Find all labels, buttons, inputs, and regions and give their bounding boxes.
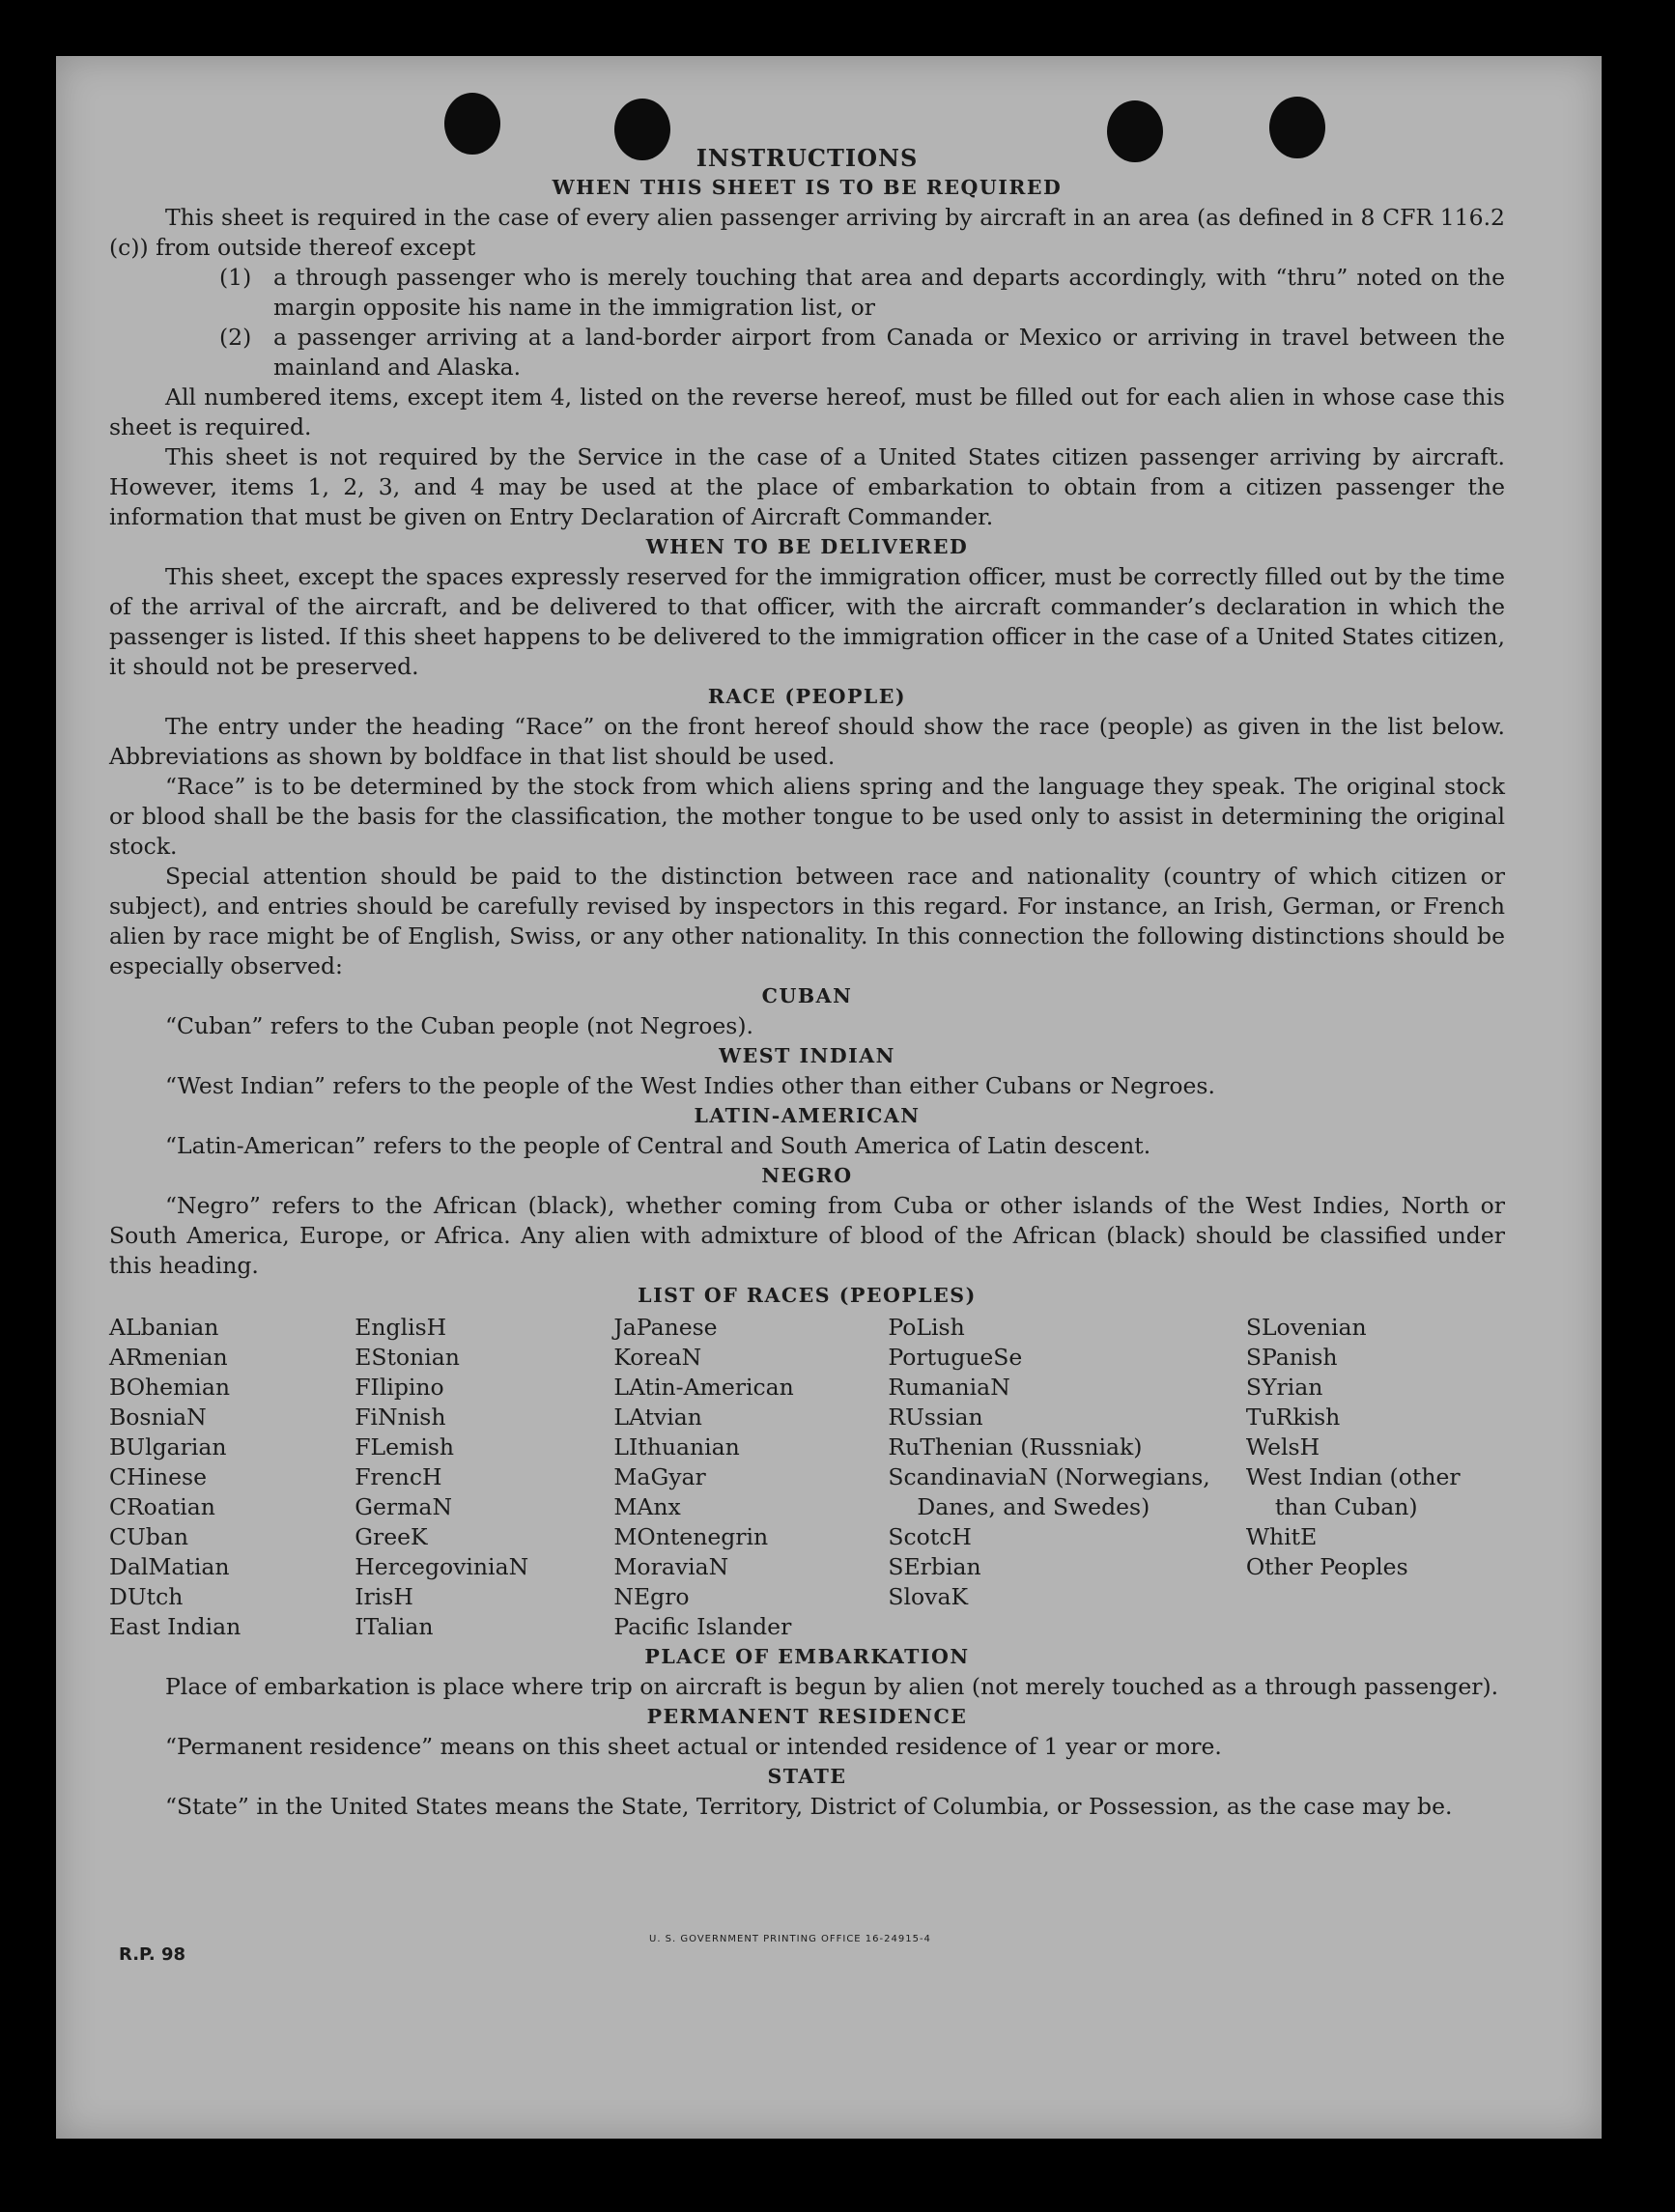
race-entry: MaGyar xyxy=(613,1463,706,1490)
section-heading: CUBAN xyxy=(761,984,853,1007)
numbered-item xyxy=(109,323,1505,383)
race-entry: East Indian xyxy=(109,1613,241,1640)
race-entry: SlovaK xyxy=(888,1583,969,1610)
instructions-text xyxy=(109,143,1505,1822)
form-number: R.P. 98 xyxy=(119,1944,186,1965)
race-entry: ScotcH xyxy=(888,1523,972,1550)
races-column xyxy=(613,1313,888,1642)
race-entry: LIthuanian xyxy=(613,1433,740,1460)
race-entry: DalMatian xyxy=(109,1553,230,1580)
race-entry: ARmenian xyxy=(109,1344,228,1371)
paragraph: This sheet is not required by the Service in the case of a United States citizen passenger arriving by aircraft. However, items 1, 2, 3, and 4 may be used at the place of embarkation to obtain from a citizen passenger the information that must be given on Entry Declaration of Aircraft Commander. xyxy=(109,443,1505,530)
section-heading: LIST OF RACES (PEOPLES) xyxy=(638,1284,977,1307)
race-entry: MAnx xyxy=(613,1493,681,1520)
race-entry: IrisH xyxy=(355,1583,413,1610)
paragraph: “Race” is to be determined by the stock from which aliens spring and the language they speak. The original stock or blood shall be the basis for the classification, the mother tongue to be used only to assist in determining the original stock. xyxy=(109,773,1505,860)
paragraph: The entry under the heading “Race” on the front hereof should show the race (people) as given in the list below. Abbreviations as shown by boldface in that list should be used. xyxy=(109,713,1505,770)
races-column xyxy=(355,1313,613,1642)
race-entry: RumaniaN xyxy=(888,1374,1010,1401)
race-entry: KoreaN xyxy=(613,1344,702,1371)
item-text: a passenger arriving at a land-border airport from Canada or Mexico or arriving in travel between the mainland and Alaska. xyxy=(273,324,1505,381)
race-entry: RUssian xyxy=(888,1404,983,1431)
race-entry: TuRkish xyxy=(1245,1404,1341,1431)
races-column xyxy=(888,1313,1245,1642)
race-entry: Pacific Islander xyxy=(613,1613,792,1640)
paragraph: “Latin-American” refers to the people of Central and South America of Latin descent. xyxy=(165,1132,1151,1159)
race-entry: SErbian xyxy=(888,1553,981,1580)
race-entry: Other Peoples xyxy=(1245,1553,1408,1580)
races-list xyxy=(109,1313,1505,1642)
race-entry: EnglisH xyxy=(355,1314,447,1341)
race-entry: BosniaN xyxy=(109,1404,207,1431)
race-entry: CRoatian xyxy=(109,1493,215,1520)
paragraph: “State” in the United States means the State, Territory, District of Columbia, or Possession, as the case may be. xyxy=(165,1793,1453,1820)
race-entry: WhitE xyxy=(1245,1523,1318,1550)
race-entry: CUban xyxy=(109,1523,188,1550)
race-entry: CHinese xyxy=(109,1463,207,1490)
race-entry: SPanish xyxy=(1245,1344,1338,1371)
race-entry: DUtch xyxy=(109,1583,184,1610)
race-entry: MOntenegrin xyxy=(613,1523,769,1550)
section-heading: PERMANENT RESIDENCE xyxy=(646,1705,968,1728)
race-entry: BUlgarian xyxy=(109,1433,227,1460)
race-entry: PortugueSe xyxy=(888,1344,1023,1371)
race-entry: WelsH xyxy=(1245,1433,1320,1460)
section-heading: STATE xyxy=(767,1765,847,1788)
paragraph: “Permanent residence” means on this sheet actual or intended residence of 1 year or more. xyxy=(165,1733,1222,1760)
race-entry: FiNnish xyxy=(355,1404,446,1431)
races-column xyxy=(109,1313,355,1642)
paragraph: All numbered items, except item 4, listed on the reverse hereof, must be filled out for each alien in whose case this sheet is required. xyxy=(109,383,1505,440)
section-heading: RACE (PEOPLE) xyxy=(707,685,907,708)
section-heading: WHEN TO BE DELIVERED xyxy=(645,535,969,558)
race-entry: FLemish xyxy=(355,1433,455,1460)
printer-imprint: U. S. GOVERNMENT PRINTING OFFICE 16-24915-4 xyxy=(649,1934,931,1944)
numbered-item xyxy=(109,263,1505,323)
race-entry: ITalian xyxy=(355,1613,434,1640)
page-title: INSTRUCTIONS xyxy=(696,144,919,172)
race-entry: NEgro xyxy=(613,1583,690,1610)
race-entry: FIlipino xyxy=(355,1374,444,1401)
section-heading: PLACE OF EMBARKATION xyxy=(644,1645,970,1668)
section-heading: WEST INDIAN xyxy=(719,1044,895,1067)
item-number: (2) xyxy=(219,324,252,351)
race-entry: SLovenian xyxy=(1245,1314,1367,1341)
paragraph: “Cuban” refers to the Cuban people (not Negroes). xyxy=(165,1012,754,1039)
race-entry: LAtin-American xyxy=(613,1374,794,1401)
race-entry: ALbanian xyxy=(109,1314,219,1341)
item-text: a through passenger who is merely touching that area and departs accordingly, with “thru” noted on the margin opposite his name in the immigration list, or xyxy=(273,264,1505,321)
races-column xyxy=(1246,1313,1505,1642)
paragraph: This sheet, except the spaces expressly reserved for the immigration officer, must be correctly filled out by the time of the arrival of the aircraft, and be delivered to that officer, with the aircraft commander’s declaration in which the passenger is listed. If this sheet happens to be delivered to the immigration officer in the case of a United States citizen, it should not be preserved. xyxy=(109,563,1505,680)
race-entry: FrencH xyxy=(355,1463,442,1490)
race-entry: MoraviaN xyxy=(613,1553,729,1580)
race-entry: GermaN xyxy=(355,1493,453,1520)
section-heading: WHEN THIS SHEET IS TO BE REQUIRED xyxy=(552,176,1063,199)
race-entry: HercegoviniaN xyxy=(355,1553,529,1580)
race-entry: JaPanese xyxy=(613,1314,718,1341)
race-entry: BOhemian xyxy=(109,1374,230,1401)
section-heading: LATIN-AMERICAN xyxy=(694,1104,921,1127)
paragraph: “West Indian” refers to the people of the West Indies other than either Cubans or Negroes. xyxy=(165,1072,1215,1099)
paragraph: “Negro” refers to the African (black), whether coming from Cuba or other islands of the West Indies, North or South America, Europe, or Africa. Any alien with admixture of blood of the African (black) should be classified under this heading. xyxy=(109,1192,1505,1279)
race-entry: RuThenian (Russniak) xyxy=(888,1433,1143,1460)
paragraph: Place of embarkation is place where trip on aircraft is begun by alien (not merely touched as a through passenger). xyxy=(165,1673,1499,1700)
race-entry: PoLish xyxy=(888,1314,965,1341)
paragraph: This sheet is required in the case of every alien passenger arriving by aircraft in an area (as defined in 8 CFR 116.2 (c)) from outside thereof except xyxy=(109,204,1505,261)
item-number: (1) xyxy=(219,264,252,291)
race-entry: SYrian xyxy=(1245,1374,1323,1401)
race-entry: LAtvian xyxy=(613,1404,702,1431)
race-entry: West Indian (other than Cuban) xyxy=(1245,1463,1461,1520)
race-entry: GreeK xyxy=(355,1523,428,1550)
paragraph: Special attention should be paid to the distinction between race and nationality (country of which citizen or subject), and entries should be carefully revised by inspectors in this regard. For instance, an Irish, German, or French alien by race might be of English, Swiss, or any other nationality. In this connection the following distinctions should be especially observed: xyxy=(109,863,1505,979)
race-entry: ScandinaviaN (Norwegians, Danes, and Swedes) xyxy=(888,1463,1210,1520)
section-heading: NEGRO xyxy=(761,1164,853,1187)
race-entry: EStonian xyxy=(355,1344,460,1371)
